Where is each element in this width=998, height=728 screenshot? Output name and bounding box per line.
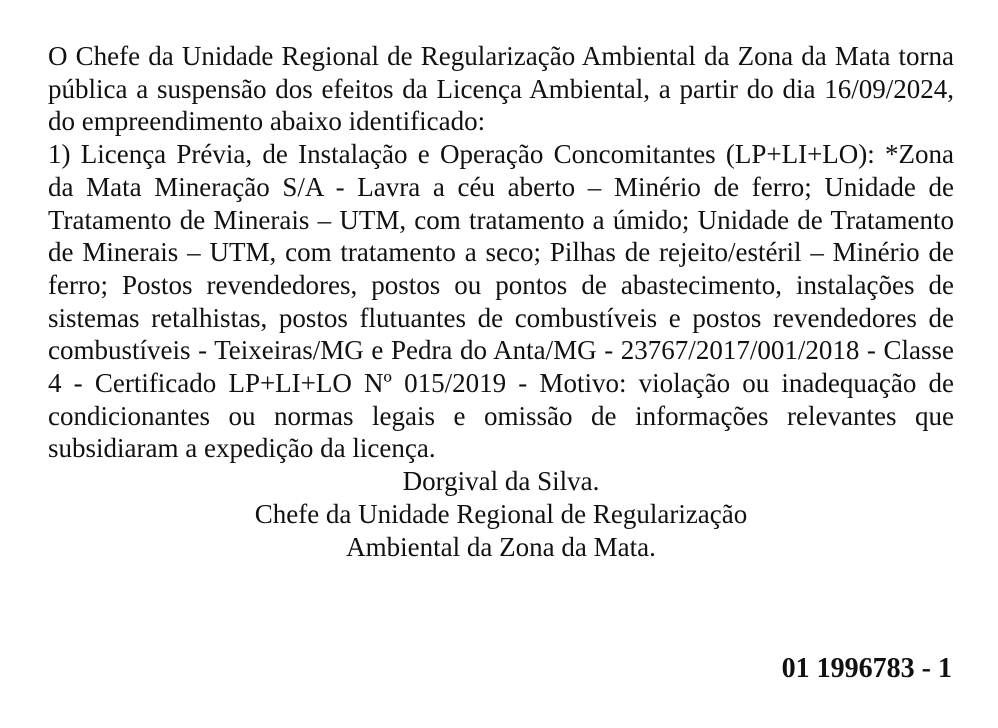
signature-block [48,465,954,563]
signatory-title-line-1: Chefe da Unidade Regional de Regularização [254,498,748,529]
notice-body [48,40,954,563]
signatory-name: Dorgival da Silva. [402,466,600,497]
notice-item: 1) Licença Prévia, de Instalação e Operação Concomitantes (LP+LI+LO): *Zona da Mata Mineração S/A - Lavra a céu aberto – Minério de ferro; Unidade de Tratamento de Minerais – UTM, com tratamento a úmido; Unidade de Tratamento de Minerais – UTM, com tratamento a seco; Pilhas de rejeito/estéril – Minério de ferro; Postos revendedores, postos ou pontos de abastecimento, instalações de sistemas retalhistas, postos flutuantes de combustíveis e postos revendedores de combustíveis - Teixeiras/MG e Pedra do Anta/MG - 23767/2017/001/2018 - Classe 4 - Certificado LP+LI+LO Nº 015/2019 - Motivo: violação ou inadequação de condicionantes ou normas legais e omissão de informações relevantes que subsidiaram a expedição da licença. [48,139,954,464]
notice-intro: O Chefe da Unidade Regional de Regularização Ambiental da Zona da Mata torna pública a suspensão dos efeitos da Licença Ambiental, a partir do dia 16/09/2024, do empreendimento abaixo identificado: [48,41,954,137]
signatory-title-line-2: Ambiental da Zona da Mata. [346,531,656,562]
document-number: 01 1996783 - 1 [781,653,952,684]
